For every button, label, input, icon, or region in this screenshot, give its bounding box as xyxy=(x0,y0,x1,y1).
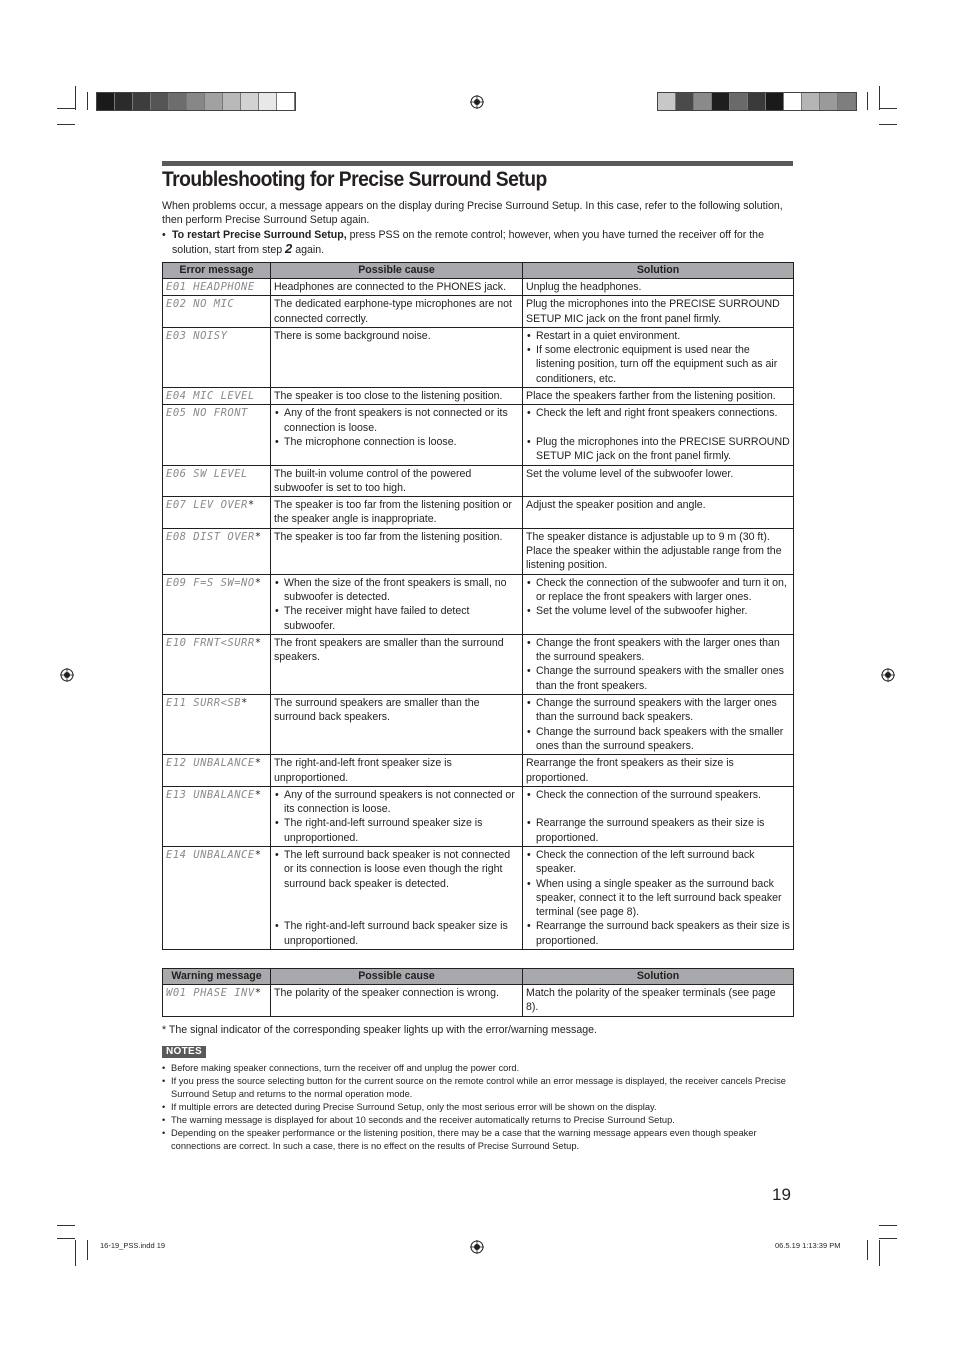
error-code-cell xyxy=(163,327,271,387)
column-header: Solution xyxy=(523,969,794,985)
indicator-asterisk: * xyxy=(254,636,262,649)
table-row xyxy=(163,846,794,949)
display-message-code: W01 PHASE INV xyxy=(166,987,255,999)
display-message-code: E13 UNBALANCE xyxy=(166,788,255,801)
cause-cell: The built-in volume control of the powered subwoofer is set to too high. xyxy=(271,465,523,497)
solution-cell xyxy=(523,327,794,387)
registration-target-icon xyxy=(470,1240,484,1254)
color-swatch xyxy=(133,93,151,110)
list-item: • The right-and-left surround speaker size is unproportioned. xyxy=(274,816,519,845)
display-message-code: E06 SW LEVEL xyxy=(166,467,248,480)
error-code-cell xyxy=(163,296,271,328)
list-item: • Set the volume level of the subwoofer higher. xyxy=(526,604,790,618)
cause-list xyxy=(274,788,519,845)
list-item: • If some electronic equipment is used near the listening position, turn off the equipment such as air conditioners, etc. xyxy=(526,343,790,386)
intro-bullet-text: press PSS on the remote control; however, when you have turned the receiver off for the solution, start from step xyxy=(172,228,764,256)
table-row xyxy=(163,528,794,574)
solution-cell: Match the polarity of the speaker terminals (see page 8). xyxy=(523,985,794,1017)
color-swatch xyxy=(115,93,133,110)
color-swatch xyxy=(820,93,838,110)
table-row xyxy=(163,634,794,694)
color-swatch xyxy=(784,93,802,110)
cause-cell: The speaker is too far from the listening position. xyxy=(271,528,523,574)
error-code-cell xyxy=(163,528,271,574)
table-row xyxy=(163,327,794,387)
notes-list xyxy=(162,1062,793,1153)
color-swatch xyxy=(97,93,115,110)
intro-bullet xyxy=(162,228,793,258)
notes-label: NOTES xyxy=(162,1046,206,1058)
crop-mark xyxy=(87,92,88,110)
list-item: • The right-and-left surround back speaker size is unproportioned. xyxy=(274,919,519,948)
table-row xyxy=(163,985,794,1017)
display-message-code: E11 SURR<SB xyxy=(166,697,242,710)
error-code-cell xyxy=(163,497,271,529)
cause-cell: The speaker is too close to the listening position. xyxy=(271,388,523,405)
color-calibration-strip-right xyxy=(657,92,857,111)
table-row xyxy=(163,695,794,755)
cause-cell: The front speakers are smaller than the surround speakers. xyxy=(271,634,523,694)
display-message-code: E08 DIST OVER xyxy=(166,530,255,543)
intro-bullet-end: again. xyxy=(292,243,325,256)
error-code-cell xyxy=(163,786,271,846)
indicator-asterisk: * xyxy=(254,987,262,999)
list-item: • Change the surround back speakers with the smaller ones than the surround speakers. xyxy=(526,725,790,754)
crop-mark xyxy=(879,1225,897,1226)
solution-cell xyxy=(523,634,794,694)
cause-cell: The right-and-left front speaker size is unproportioned. xyxy=(271,755,523,787)
warning-table xyxy=(162,968,794,1017)
color-swatch xyxy=(802,93,820,110)
intro-paragraph: When problems occur, a message appears on the display during Precise Surround Setup. In this case, refer to the following solution, then perform Precise Surround Setup again. xyxy=(162,200,783,227)
cause-cell: The speaker is too far from the listening position or the speaker angle is inappropriate. xyxy=(271,497,523,529)
crop-mark xyxy=(75,86,76,110)
indicator-asterisk: * xyxy=(254,848,262,861)
solution-list xyxy=(526,636,790,693)
display-message-code: E03 NOISY xyxy=(166,329,228,342)
list-item: • Any of the surround speakers is not connected or its connection is loose. xyxy=(274,788,519,817)
error-code-cell xyxy=(163,846,271,949)
solution-cell xyxy=(523,786,794,846)
color-swatch xyxy=(259,93,277,110)
column-header: Error message xyxy=(163,263,271,279)
error-code-cell xyxy=(163,279,271,296)
list-item: • Check the connection of the subwoofer and turn it on, or replace the front speakers with larger ones. xyxy=(526,576,790,605)
cause-cell: The polarity of the speaker connection is wrong. xyxy=(271,985,523,1017)
table-row xyxy=(163,497,794,529)
intro-text xyxy=(162,199,793,257)
error-code-cell xyxy=(163,634,271,694)
column-header: Possible cause xyxy=(271,263,523,279)
display-message-code: E07 LEV OVER xyxy=(166,499,248,512)
color-swatch xyxy=(712,93,730,110)
solution-cell xyxy=(523,574,794,634)
color-swatch xyxy=(169,93,187,110)
crop-mark xyxy=(57,1238,75,1239)
list-item: • Restart in a quiet environment. xyxy=(526,329,790,343)
crop-mark xyxy=(879,124,897,125)
display-message-code: E09 F=S SW=NO xyxy=(166,576,255,589)
cause-cell: The dedicated earphone-type microphones are not connected correctly. xyxy=(271,296,523,328)
registration-target-icon xyxy=(60,668,74,682)
cause-cell xyxy=(271,786,523,846)
error-code-cell xyxy=(163,405,271,465)
solution-cell xyxy=(523,846,794,949)
error-code-cell xyxy=(163,985,271,1017)
error-code-cell xyxy=(163,574,271,634)
indicator-asterisk: * xyxy=(254,530,262,543)
solution-cell: Adjust the speaker position and angle. xyxy=(523,497,794,529)
note-item: • If multiple errors are detected during Precise Surround Setup, only the most serious error will be shown on the display. xyxy=(162,1101,793,1114)
error-table xyxy=(162,262,794,950)
color-swatch xyxy=(838,93,856,110)
note-item: • If you press the source selecting button for the current source on the remote control while an error message is displayed, the receiver cancels Precise Surround Setup and returns to the normal operation mode. xyxy=(162,1075,793,1101)
list-item: • Change the surround speakers with the larger ones than the surround back speakers. xyxy=(526,696,790,725)
display-message-code: E14 UNBALANCE xyxy=(166,848,255,861)
solution-list xyxy=(526,406,790,463)
solution-cell xyxy=(523,695,794,755)
indicator-asterisk: * xyxy=(247,499,255,512)
crop-mark xyxy=(57,124,75,125)
solution-list xyxy=(526,788,790,845)
cause-cell: There is some background noise. xyxy=(271,327,523,387)
cause-list xyxy=(274,848,519,948)
list-item: • The receiver might have failed to detect subwoofer. xyxy=(274,604,519,633)
footnote: * The signal indicator of the corresponding speaker lights up with the error/warning message. xyxy=(162,1024,597,1036)
note-item: • Before making speaker connections, turn the receiver off and unplug the power cord. xyxy=(162,1062,793,1075)
color-swatch xyxy=(658,93,676,110)
title-rule xyxy=(162,161,793,166)
crop-mark xyxy=(879,108,897,109)
note-item: • The warning message is displayed for about 10 seconds and the receiver automatically returns to Precise Surround Setup. xyxy=(162,1114,793,1127)
color-swatch xyxy=(205,93,223,110)
color-swatch xyxy=(151,93,169,110)
table-row xyxy=(163,279,794,296)
list-item: • Plug the microphones into the PRECISE SURROUND SETUP MIC jack on the front panel firmly. xyxy=(526,435,790,464)
cause-cell xyxy=(271,405,523,465)
column-header: Solution xyxy=(523,263,794,279)
solution-cell: Unplug the headphones. xyxy=(523,279,794,296)
display-message-code: E10 FRNT<SURR xyxy=(166,636,255,649)
crop-mark xyxy=(879,1238,897,1239)
color-swatch xyxy=(223,93,241,110)
indicator-asterisk: * xyxy=(254,757,262,770)
page-title: Troubleshooting for Precise Surround Setup xyxy=(162,168,547,191)
note-item: • Depending on the speaker performance or the listening position, there may be a case that the warning message appears even though speaker connections are correct. In such a case, there is no effect on the results of Precise Surround Setup. xyxy=(162,1127,793,1153)
solution-list xyxy=(526,848,790,948)
color-swatch xyxy=(730,93,748,110)
solution-list xyxy=(526,696,790,753)
indicator-asterisk: * xyxy=(254,576,262,589)
cause-cell xyxy=(271,846,523,949)
table-row xyxy=(163,465,794,497)
list-item: • When using a single speaker as the surround back speaker, connect it to the left surround back speaker terminal (see page 8). xyxy=(526,877,790,920)
crop-mark xyxy=(867,92,868,110)
column-header: Possible cause xyxy=(271,969,523,985)
crop-mark xyxy=(87,1240,88,1260)
cause-cell xyxy=(271,574,523,634)
display-message-code: E05 NO FRONT xyxy=(166,407,248,420)
registration-target-icon xyxy=(470,95,484,109)
step-number: 2 xyxy=(285,240,293,256)
cause-list xyxy=(274,406,519,449)
column-header: Warning message xyxy=(163,969,271,985)
solution-cell: Place the speakers farther from the listening position. xyxy=(523,388,794,405)
color-swatch xyxy=(766,93,784,110)
registration-target-icon xyxy=(881,668,895,682)
solution-list xyxy=(526,576,790,619)
timestamp-slug: 06.5.19 1:13:39 PM xyxy=(775,1241,841,1250)
list-item: • The microphone connection is loose. xyxy=(274,435,519,449)
color-swatch xyxy=(241,93,259,110)
color-swatch xyxy=(748,93,766,110)
crop-mark xyxy=(75,1240,76,1266)
page-number: 19 xyxy=(772,1185,791,1204)
list-item: • Any of the front speakers is not connected or its connection is loose. xyxy=(274,406,519,435)
solution-cell: The speaker distance is adjustable up to 9 m (30 ft). Place the speaker within the adjustable range from the listening position. xyxy=(523,528,794,574)
list-item: • Rearrange the surround back speakers as their size is proportioned. xyxy=(526,919,790,948)
cause-list xyxy=(274,576,519,633)
solution-cell xyxy=(523,405,794,465)
list-item: • When the size of the front speakers is small, no subwoofer is detected. xyxy=(274,576,519,605)
table-row xyxy=(163,296,794,328)
file-slug: 16-19_PSS.indd 19 xyxy=(100,1241,166,1250)
display-message-code: E01 HEADPHONE xyxy=(166,281,255,293)
list-item: • Check the connection of the surround speakers. xyxy=(526,788,790,802)
color-swatch xyxy=(187,93,205,110)
crop-mark xyxy=(867,1240,868,1260)
crop-mark xyxy=(879,86,880,110)
error-code-cell xyxy=(163,695,271,755)
table-row xyxy=(163,755,794,787)
display-message-code: E04 MIC LEVEL xyxy=(166,390,255,403)
indicator-asterisk: * xyxy=(241,697,248,710)
display-message-code: E12 UNBALANCE xyxy=(166,757,255,770)
color-swatch xyxy=(694,93,712,110)
table-row xyxy=(163,405,794,465)
table-row xyxy=(163,388,794,405)
crop-mark xyxy=(57,108,75,109)
list-item: • Change the surround speakers with the smaller ones than the front speakers. xyxy=(526,664,790,693)
crop-mark xyxy=(57,1225,75,1226)
list-item: • Rearrange the surround speakers as their size is proportioned. xyxy=(526,816,790,845)
solution-cell: Set the volume level of the subwoofer lower. xyxy=(523,465,794,497)
cause-cell: The surround speakers are smaller than the surround back speakers. xyxy=(271,695,523,755)
list-item: • Check the left and right front speakers connections. xyxy=(526,406,790,420)
error-code-cell xyxy=(163,388,271,405)
display-message-code: E02 NO MIC xyxy=(166,298,235,311)
solution-list xyxy=(526,329,790,386)
crop-mark xyxy=(879,1240,880,1266)
color-calibration-strip-left xyxy=(96,92,296,111)
color-swatch xyxy=(676,93,694,110)
cause-cell: Headphones are connected to the PHONES jack. xyxy=(271,279,523,296)
list-item: • The left surround back speaker is not connected or its connection is loose even though the right surround back speaker is detected. xyxy=(274,848,519,891)
color-swatch xyxy=(277,93,295,110)
list-item: • Change the front speakers with the larger ones than the surround speakers. xyxy=(526,636,790,665)
error-code-cell xyxy=(163,755,271,787)
intro-bullet-bold: To restart Precise Surround Setup, xyxy=(172,228,347,241)
solution-cell: Plug the microphones into the PRECISE SURROUND SETUP MIC jack on the front panel firmly. xyxy=(523,296,794,328)
list-item: • Check the connection of the left surround back speaker. xyxy=(526,848,790,877)
table-row xyxy=(163,574,794,634)
table-row xyxy=(163,786,794,846)
indicator-asterisk: * xyxy=(254,788,262,801)
error-code-cell xyxy=(163,465,271,497)
solution-cell: Rearrange the front speakers as their size is proportioned. xyxy=(523,755,794,787)
